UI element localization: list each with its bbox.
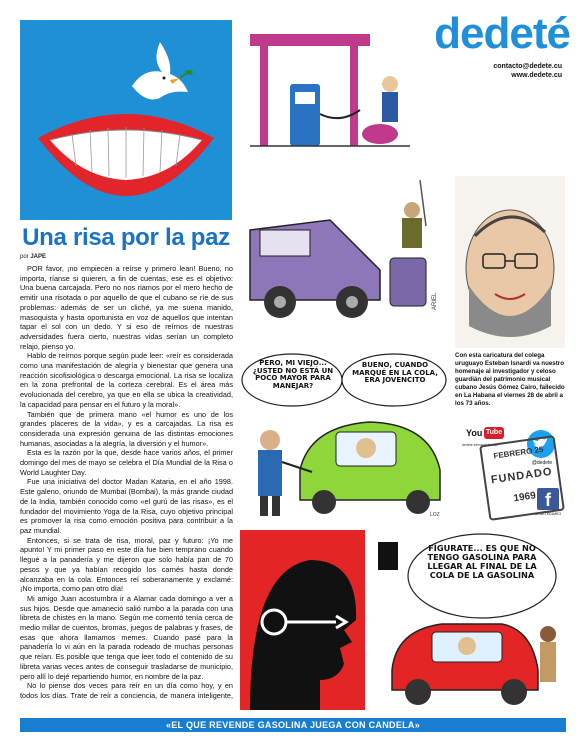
byline <box>20 254 232 260</box>
youtube-tube-text: Tube <box>484 427 504 439</box>
youtube-logo[interactable] <box>466 425 504 441</box>
facebook-handle[interactable]: DEDETEDIARIO <box>534 512 562 516</box>
article-paragraph: Hablo de reírnos porque según pude leer: «reír es considerada como una manifestación de alegría y bienestar que genera una reacción sicofisiológica o descarga emocional. La risa se localiza en la zona prefrontal de la corteza cerebral. Es el área más evolucionada del cerebro, ya que en ella se ubica la creatividad, la capacidad para pensar en el futuro y la moral». <box>20 351 233 409</box>
article-paragraph: Mi amigo Juan acostumbra ir a Alamar cada domingo a ver a sus hijos. Desde que amaneció salió rumbo a la parada con una libreta de chistes en la mano. Según me comentó tenía cerca de medio millar de cuentos, bromas, juegos de palabras y frases, de esas que ahora llamamos memes. Cuando pasé para la panadería lo vi aún en la parada rodeado de muchas personas que reían. Es posible que tenga que leer todo el contenido de su libreta varias veces antes de conseguir trasladarse de municipio, pero allí lo dejé repartiendo humor, en nombre de la paz. <box>20 593 233 681</box>
car-jerrycan-cartoon <box>240 170 452 340</box>
speech-bubble-attendant: PERO, MI VIEJO... ¿USTED NO ESTÁ UN POCO MAYOR PARA MANEJAR? <box>252 359 334 390</box>
cartoon-signature: ARIEL <box>432 292 438 310</box>
article-title: Una risa por la paz <box>22 224 230 251</box>
article-paragraph: POR favor, ¡no empiecen a reírse y primero lean! Bueno, no importa, ríanse si quieren, a fin de cuentas, ese es el objetivo: Una buena carcajada. Pero no nos riamos por el mero hecho de emitir una risotada o por aquello de que el cubano se ríe de sus problemas: además de ser un cliché, ya me suena manido, masoquista y hasta oportunista en voz de aquellos que intentan tapar el sol con un dedo. Y si eso de reírnos de nuestras adversidades fuera cierto, nuestras vidas serían un completo relajo, pienso yo. <box>20 264 233 351</box>
twitter-handle[interactable]: @dedete <box>531 460 553 466</box>
smile-dove-illustration <box>20 20 232 220</box>
article-paragraph: Fue una iniciativa del doctor Madan Kataria, en el año 1998. Este galeno, oriundo de Mumbai (Bombai), la más grande ciudad de la India, también conocido como «el gurú de las risas», es el fundador del movimiento Yoga de la Risa, cuyo objetivo principal es promover la risa como emoción positiva para contribuir a la paz mundial. <box>20 477 233 535</box>
caricature-caption: Con esta caricatura del colega uruguayo Esteban Isnardi va nuestro homenaje al investigador y celoso guardián del patrimonio musical cubano Jesús Gómez Cairo, fallecido en La Habana el viernes 28 de abril a los 73 años. <box>455 352 565 407</box>
red-car-cartoon <box>372 530 566 710</box>
article-paragraph: También que de primera mano «el humor es uno de los grandes placeres de la vida», y es a carcajadas. La risa es considerada una expresión genuina de las distintas emociones humanas, asociadas a la alegría, la diversión y el humor». <box>20 409 233 448</box>
founded-stamp <box>479 435 565 521</box>
cartoon-signature: LOZ <box>430 512 440 518</box>
contact-web[interactable]: www.dedete.cu <box>511 72 562 79</box>
speech-bubble-driver: BUENO, CUANDO MARQUÉ EN LA COLA, ERA JOVENCITO <box>352 361 438 385</box>
bottom-banner: «EL QUE REVENDE GASOLINA JUEGA CON CANDELA» <box>20 718 566 732</box>
article-body <box>20 264 233 700</box>
key-head-illustration <box>240 530 365 710</box>
contact-block <box>430 62 562 80</box>
article-paragraph: Esta es la razón por la que, desde hace varios años, el primer domingo del mes de mayo se celebra el Día Mundial de la Risa o World Laughter Day. <box>20 448 233 477</box>
stamp-founded: FUNDADO <box>490 465 554 487</box>
facebook-icon[interactable]: f <box>537 488 559 510</box>
caricature-portrait <box>455 176 565 348</box>
byline-prefix: por <box>20 254 29 260</box>
stamp-date: FEBRERO 25 <box>492 444 544 461</box>
speech-bubble-driver-bottom: FÍGURATE... ES QUE NO TENGO GASOLINA PARA LLEGAR AL FINAL DE LA COLA DE LA GASOLINA <box>427 543 537 580</box>
dedete-logo: dedeté <box>434 9 570 58</box>
youtube-channel-label: dedete semanal humor <box>462 443 498 447</box>
contact-email[interactable]: contacto@dedete.cu <box>493 63 562 70</box>
author-name: JAPE <box>30 254 47 260</box>
article-paragraph: Entonces, si se trata de risa, moral, paz y futuro: ¡Yo me apunto! Y mi primer paso en este día fue bien temprano cuando llegué a la panadería y me dijeron que solo había pan de 70 pesos y que ya habían recogido los carnés hasta donde alcanzaba en la cola. Entonces reí soberanamente y exclamé: ¡No importa, como pan otro día! <box>20 535 233 594</box>
gas-station-cartoon <box>240 14 420 164</box>
stamp-year: 1969 <box>512 490 537 505</box>
youtube-you-text: You <box>466 428 483 438</box>
old-driver-cartoon <box>240 350 452 522</box>
article-paragraph: No lo piense dos veces para reír en un día como hoy, y en todos los días. Trate de reír a conciencia, de manera inteligente, <box>20 681 233 700</box>
